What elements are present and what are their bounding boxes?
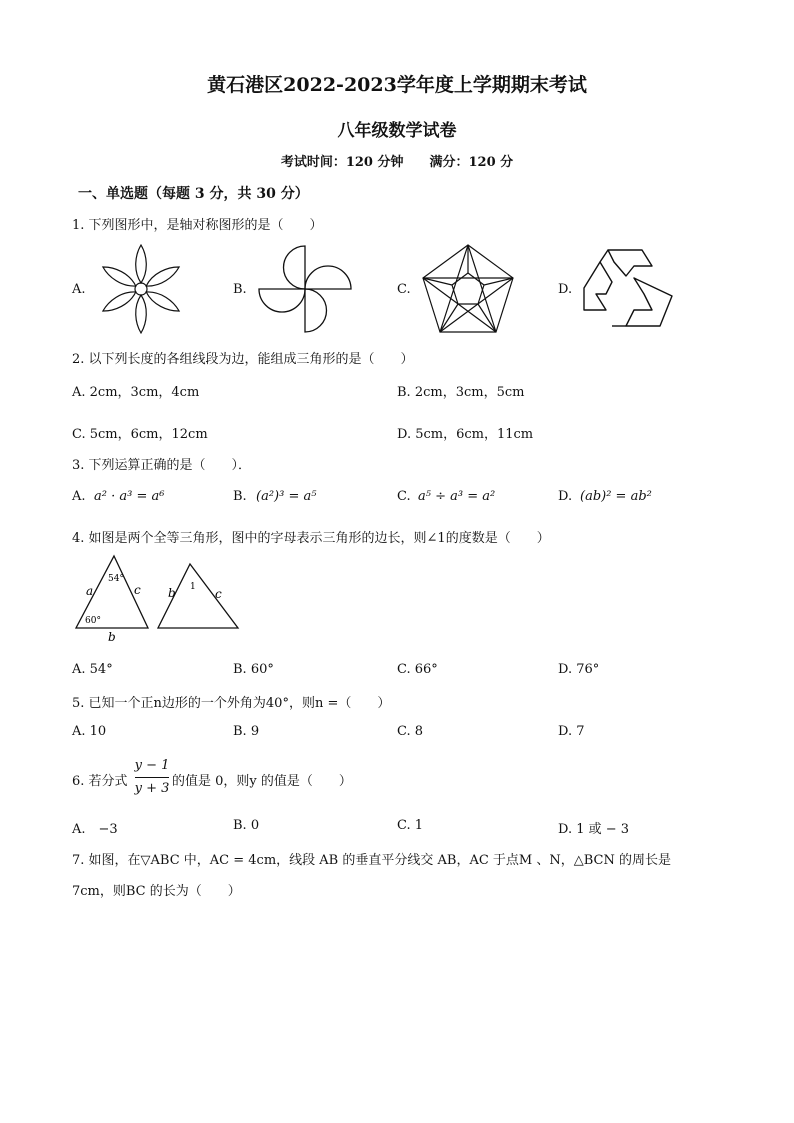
- side-c-label-right: c: [215, 587, 222, 601]
- exam-meta: 考试时间：120 分钟 满分：120 分: [280, 155, 514, 170]
- q1-option-a: A.: [72, 282, 86, 297]
- angle-60-label: 60°: [85, 616, 101, 626]
- q6-denominator: y + 3: [134, 781, 170, 796]
- q4-option-c: C. 66°: [397, 662, 438, 677]
- side-b-label-left: b: [108, 630, 116, 644]
- flower-figure: [95, 243, 187, 335]
- q4-option-a: A. 54°: [72, 662, 113, 677]
- q4-option-d: D. 76°: [558, 662, 600, 677]
- question-5-stem: 5. 已知一个正n边形的一个外角为40°，则n =（ ）: [72, 696, 391, 711]
- angle-54-label: 54°: [108, 574, 124, 584]
- q5-option-a: A. 10: [72, 724, 107, 739]
- angle-1-label: 1: [190, 582, 196, 592]
- side-a-label: a: [86, 584, 94, 598]
- question-7-line-2: 7cm，则BC 的长为（ ）: [72, 884, 241, 899]
- q5-option-d: D. 7: [558, 724, 585, 739]
- question-1-stem: 1. 下列图形中，是轴对称图形的是（ ）: [72, 218, 323, 233]
- q2-option-d: D. 5cm，6cm，11cm: [397, 427, 534, 442]
- q3-option-d-label: D.: [558, 489, 573, 504]
- q1-option-d: D.: [558, 282, 573, 297]
- q3-option-c-label: C.: [397, 489, 411, 504]
- exam-title: 黄石港区2022-2023学年度上学期期末考试: [207, 74, 587, 96]
- question-7-line-1: 7. 如图，在▽ABC 中，AC = 4cm，线段 AB 的垂直平分线交 AB，AC 于点M 、N，△BCN 的周长是: [72, 853, 671, 868]
- question-4-stem: 4. 如图是两个全等三角形，图中的字母表示三角形的边长，则∠1的度数是（ ）: [72, 531, 550, 546]
- q6-fraction-bar: [135, 777, 169, 778]
- side-c-label-left: c: [134, 583, 141, 597]
- side-b-label-right: b: [168, 586, 176, 600]
- q6-option-b: B. 0: [233, 818, 260, 833]
- q2-option-a: A. 2cm，3cm，4cm: [72, 385, 200, 400]
- q6-option-d: D. 1 或 − 3: [558, 822, 630, 837]
- congruent-triangles-figure: [72, 552, 252, 644]
- q3-option-d-expr: (ab)² = ab²: [580, 489, 652, 504]
- question-3-stem: 3. 下列运算正确的是（ ）．: [72, 458, 252, 473]
- q2-option-c: C. 5cm，6cm，12cm: [72, 427, 208, 442]
- q1-option-b: B.: [233, 282, 247, 297]
- question-6-stem-suffix: 的值是 0，则y 的值是（ ）: [172, 774, 352, 789]
- q6-option-c: C. 1: [397, 818, 424, 833]
- q3-option-a-label: A.: [72, 489, 86, 504]
- q3-option-c-expr: a⁵ ÷ a³ = a²: [418, 489, 496, 504]
- q5-option-c: C. 8: [397, 724, 424, 739]
- exam-subtitle: 八年级数学试卷: [337, 121, 457, 141]
- q6-option-a: A. −3: [72, 822, 118, 837]
- q3-option-b-expr: (a²)³ = a⁵: [256, 489, 317, 504]
- q6-numerator: y − 1: [134, 758, 170, 773]
- q3-option-b-label: B.: [233, 489, 247, 504]
- question-2-stem: 2. 以下列长度的各组线段为边，能组成三角形的是（ ）: [72, 352, 414, 367]
- q2-option-b: B. 2cm，3cm，5cm: [397, 385, 525, 400]
- pinwheel-figure: [257, 244, 353, 334]
- q1-option-c: C.: [397, 282, 411, 297]
- question-6-stem-prefix: 6. 若分式: [72, 774, 128, 789]
- q3-option-a-expr: a² · a³ = a⁶: [94, 489, 165, 504]
- q5-option-b: B. 9: [233, 724, 260, 739]
- pentagon-star-figure: [420, 243, 516, 335]
- recycle-figure: [582, 248, 674, 330]
- section-heading: 一、单选题（每题 3 分，共 30 分）: [78, 186, 309, 202]
- q4-option-b: B. 60°: [233, 662, 274, 677]
